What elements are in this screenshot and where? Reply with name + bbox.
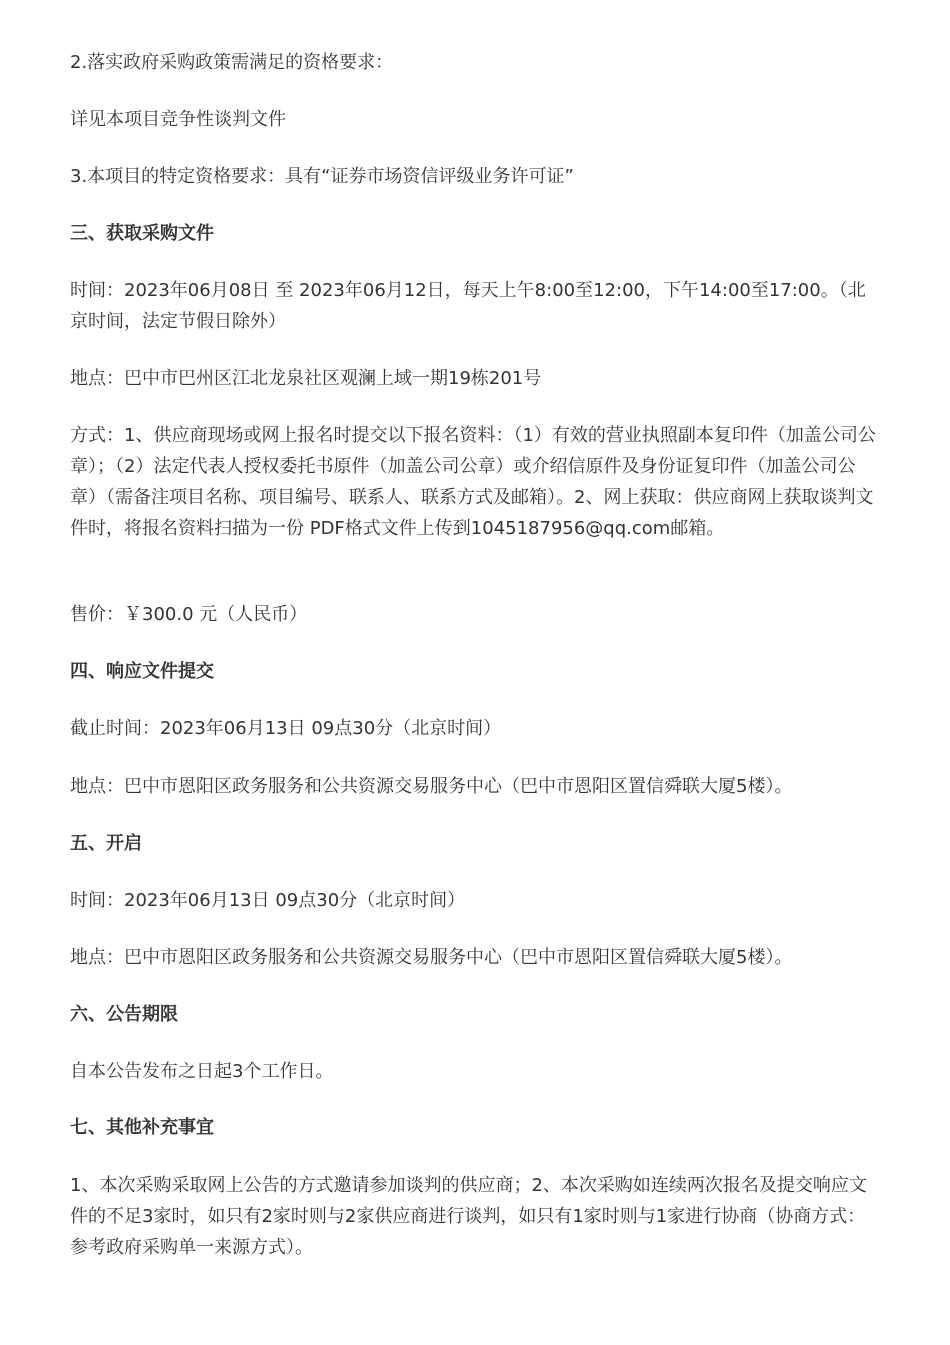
qualification-policy-text: 2.落实政府采购政策需满足的资格要求：: [70, 52, 394, 73]
section-5-title: 五、开启: [70, 833, 142, 854]
section-6-content: 自本公告发布之日起3个工作日。: [70, 1061, 334, 1082]
specific-qualification-text: 3.本项目的特定资格要求：具有“证券市场资信评级业务许可证”: [70, 166, 574, 187]
section-7-title: 七、其他补充事宜: [70, 1117, 214, 1138]
section-4-deadline: 截止时间：2023年06月13日 09点30分（北京时间）: [70, 718, 502, 739]
section-4-location: 地点：巴中市恩阳区政务服务和公共资源交易服务中心（巴中市恩阳区置信舜联大厦5楼）。: [70, 776, 793, 797]
qualification-policy-detail: 详见本项目竞争性谈判文件: [70, 109, 286, 130]
section-6-title: 六、公告期限: [70, 1004, 178, 1025]
section-3-price: 售价：￥300.0 元（人民币）: [70, 604, 308, 625]
section-3-location: 地点：巴中市巴州区江北龙泉社区观澜上域一期19栋201号: [70, 368, 542, 389]
section-3-title: 三、获取采购文件: [70, 223, 214, 244]
section-7-content: 1、本次采购采取网上公告的方式邀请参加谈判的供应商；2、本次采购如连续两次报名及提交响应文件的不足3家时，如只有2家时则与2家供应商进行谈判，如只有1家时则与1家进行协商（协商方式：参考政府采购单一来源方式）。: [70, 1175, 867, 1258]
section-5-location: 地点：巴中市恩阳区政务服务和公共资源交易服务中心（巴中市恩阳区置信舜联大厦5楼）。: [70, 947, 793, 968]
section-5-time: 时间：2023年06月13日 09点30分（北京时间）: [70, 890, 466, 911]
section-4-title: 四、响应文件提交: [70, 661, 214, 682]
section-3-time: 时间：2023年06月08日 至 2023年06月12日，每天上午8:00至12:00，下午14:00至17:00。（北京时间，法定节假日除外）: [70, 280, 866, 332]
section-3-method: 方式：1、供应商现场或网上报名时提交以下报名资料：（1）有效的营业执照副本复印件（加盖公司公章）；（2）法定代表人授权委托书原件（加盖公司公章）或介绍信原件及身份证复印件（加盖公司公章）（需备注项目名称、项目编号、联系人、联系方式及邮箱）。2、网上获取：供应商网上获取谈判文件时，将报名资料扫描为一份 PDF格式文件上传到1045187956@qq.com邮箱。: [70, 425, 876, 539]
